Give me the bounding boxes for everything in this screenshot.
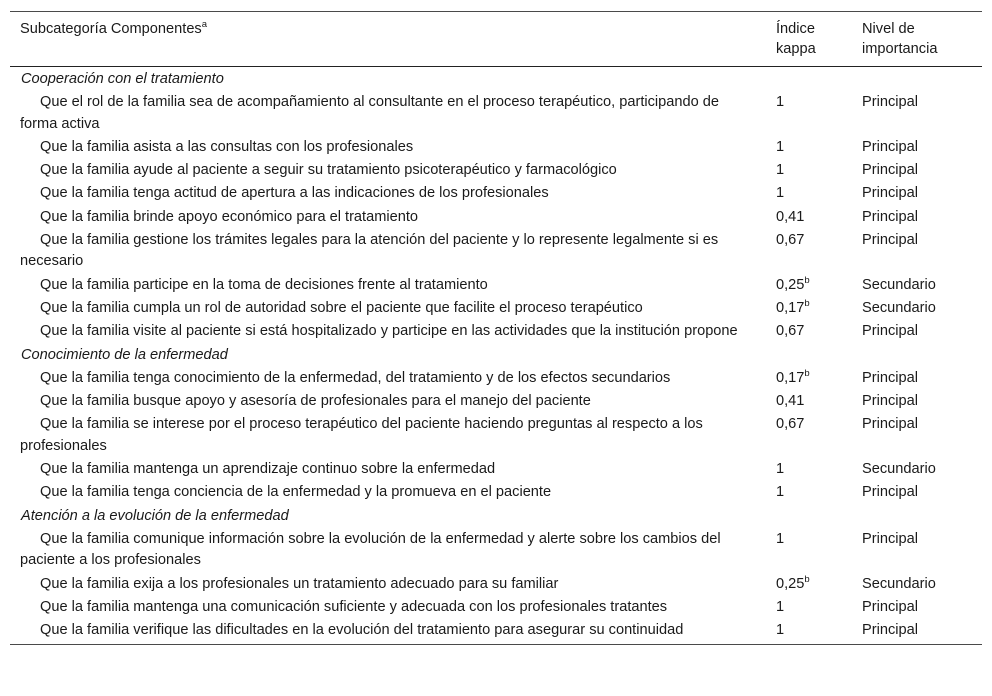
kappa-footnote: b (804, 274, 810, 286)
kappa-value: 0,17 (776, 299, 805, 316)
kappa-cell (766, 528, 852, 573)
kappa-value: 0,67 (776, 323, 805, 340)
table-row (10, 182, 982, 205)
table-row (10, 91, 982, 136)
table-row (10, 274, 982, 297)
kappa-value: 0,67 (776, 416, 805, 433)
component-text: Que la familia verifique las dificultades en la evolución del tratamiento para asegurar su continuidad (40, 622, 684, 639)
table-row (10, 320, 982, 343)
component-text: Que la familia asista a las consultas con los profesionales (40, 138, 414, 155)
kappa-cell (766, 91, 852, 136)
kappa-footnote: b (804, 573, 810, 585)
component-text: Que la familia mantenga una comunicación suficiente y adecuada con los profesionales tratantes (40, 598, 668, 615)
kappa-value: 0,67 (776, 232, 805, 249)
kappa-value: 0,41 (776, 208, 805, 225)
kappa-cell (766, 458, 852, 481)
importance-level: Principal (862, 369, 918, 386)
component-text: Que la familia tenga conciencia de la enfermedad y la promueva en el paciente (40, 484, 552, 501)
table-row (10, 458, 982, 481)
kappa-value: 1 (776, 622, 785, 639)
kappa-cell (766, 367, 852, 390)
header-kappa: Índice kappa (776, 21, 816, 57)
kappa-cell (766, 320, 852, 343)
kappa-value: 1 (776, 598, 785, 615)
component-text: Que la familia tenga actitud de apertura a las indicaciones de los profesionales (40, 185, 549, 202)
component-text: Que la familia comunique información sobre la evolución de la enfermedad y alerte sobre los cambios del paciente a los profesionales (20, 530, 721, 569)
kappa-footnote: b (804, 367, 810, 379)
kappa-cell (766, 136, 852, 159)
kappa-value: 1 (776, 484, 785, 501)
table-row (10, 413, 982, 458)
kappa-cell (766, 182, 852, 205)
kappa-cell (766, 159, 852, 182)
table-body (10, 67, 982, 645)
importance-level: Secundario (862, 461, 936, 478)
importance-level: Principal (862, 530, 918, 547)
importance-level: Secundario (862, 276, 936, 293)
table-row (10, 159, 982, 182)
component-text: Que la familia exija a los profesionales un tratamiento adecuado para su familiar (40, 575, 559, 592)
component-text: Que la familia tenga conocimiento de la enfermedad, del tratamiento y de los efectos secundarios (40, 369, 671, 386)
component-text: Que la familia brinde apoyo económico para el tratamiento (40, 208, 419, 225)
kappa-cell (766, 274, 852, 297)
importance-level: Principal (862, 208, 918, 225)
kappa-cell (766, 573, 852, 596)
importance-level: Principal (862, 416, 918, 433)
component-text: Que la familia busque apoyo y asesoría de profesionales para el manejo del paciente (40, 393, 591, 410)
table-header-row (10, 12, 982, 67)
component-text: Que el rol de la familia sea de acompañamiento al consultante en el proceso terapéutico, participando de forma activa (20, 94, 720, 132)
kappa-cell (766, 297, 852, 320)
kappa-value: 1 (776, 461, 785, 478)
table-row (10, 619, 982, 645)
header-subcategory-label: Subcategoría Componentes (20, 21, 202, 37)
table-row (10, 297, 982, 320)
kappa-value: 1 (776, 138, 785, 155)
kappa-value: 1 (776, 530, 785, 547)
kappa-cell (766, 206, 852, 229)
header-subcategory (10, 12, 766, 67)
kappa-footnote: b (804, 297, 810, 309)
component-text: Que la familia participe en la toma de decisiones frente al tratamiento (40, 276, 488, 293)
importance-level: Principal (862, 323, 918, 340)
importance-level: Principal (862, 393, 918, 410)
importance-level: Principal (862, 598, 918, 615)
kappa-cell (766, 413, 852, 458)
section-title: Conocimiento de la enfermedad (21, 346, 228, 363)
kappa-value: 1 (776, 185, 785, 202)
component-text: Que la familia gestione los trámites legales para la atención del paciente y lo represente legalmente si es necesario (20, 232, 719, 270)
table-row (10, 596, 982, 619)
importance-level: Principal (862, 162, 918, 179)
kappa-cell (766, 229, 852, 274)
kappa-table (10, 11, 982, 645)
importance-level: Secundario (862, 575, 936, 592)
component-text: Que la familia visite al paciente si está hospitalizado y participe en las actividades que la institución propone (40, 323, 738, 340)
component-text: Que la familia se interese por el proceso terapéutico del paciente haciendo preguntas al respecto a los profesionales (20, 416, 703, 454)
section-row (10, 344, 982, 367)
importance-level: Principal (862, 94, 918, 111)
kappa-cell (766, 596, 852, 619)
importance-level: Secundario (862, 299, 936, 316)
component-text: Que la familia mantenga un aprendizaje continuo sobre la enfermedad (40, 461, 496, 478)
kappa-cell (766, 619, 852, 645)
table-row (10, 528, 982, 573)
table-row (10, 206, 982, 229)
kappa-value: 1 (776, 94, 785, 111)
kappa-value: 1 (776, 162, 785, 179)
kappa-value: 0,17 (776, 369, 805, 386)
importance-level: Principal (862, 622, 918, 639)
kappa-value: 0,25 (776, 276, 805, 293)
table-row (10, 390, 982, 413)
table-row (10, 136, 982, 159)
component-text: Que la familia cumpla un rol de autoridad sobre el paciente que facilite el proceso terapéutico (40, 299, 643, 316)
table-row (10, 573, 982, 596)
table-row (10, 481, 982, 504)
kappa-value: 0,25 (776, 575, 805, 592)
table-row (10, 229, 982, 274)
kappa-value: 0,41 (776, 393, 805, 410)
header-importance: Nivel de importancia (862, 21, 938, 57)
kappa-cell (766, 390, 852, 413)
section-title: Atención a la evolución de la enfermedad (21, 507, 289, 524)
importance-level: Principal (862, 185, 918, 202)
table-row (10, 367, 982, 390)
section-title: Cooperación con el tratamiento (21, 71, 224, 87)
importance-level: Principal (862, 232, 918, 249)
importance-level: Principal (862, 484, 918, 501)
kappa-cell (766, 481, 852, 504)
importance-level: Principal (862, 138, 918, 155)
section-row (10, 505, 982, 528)
component-text: Que la familia ayude al paciente a seguir su tratamiento psicoterapéutico y farmacológico (40, 162, 617, 179)
section-row (10, 67, 982, 92)
header-footnote-a: a (201, 19, 208, 30)
